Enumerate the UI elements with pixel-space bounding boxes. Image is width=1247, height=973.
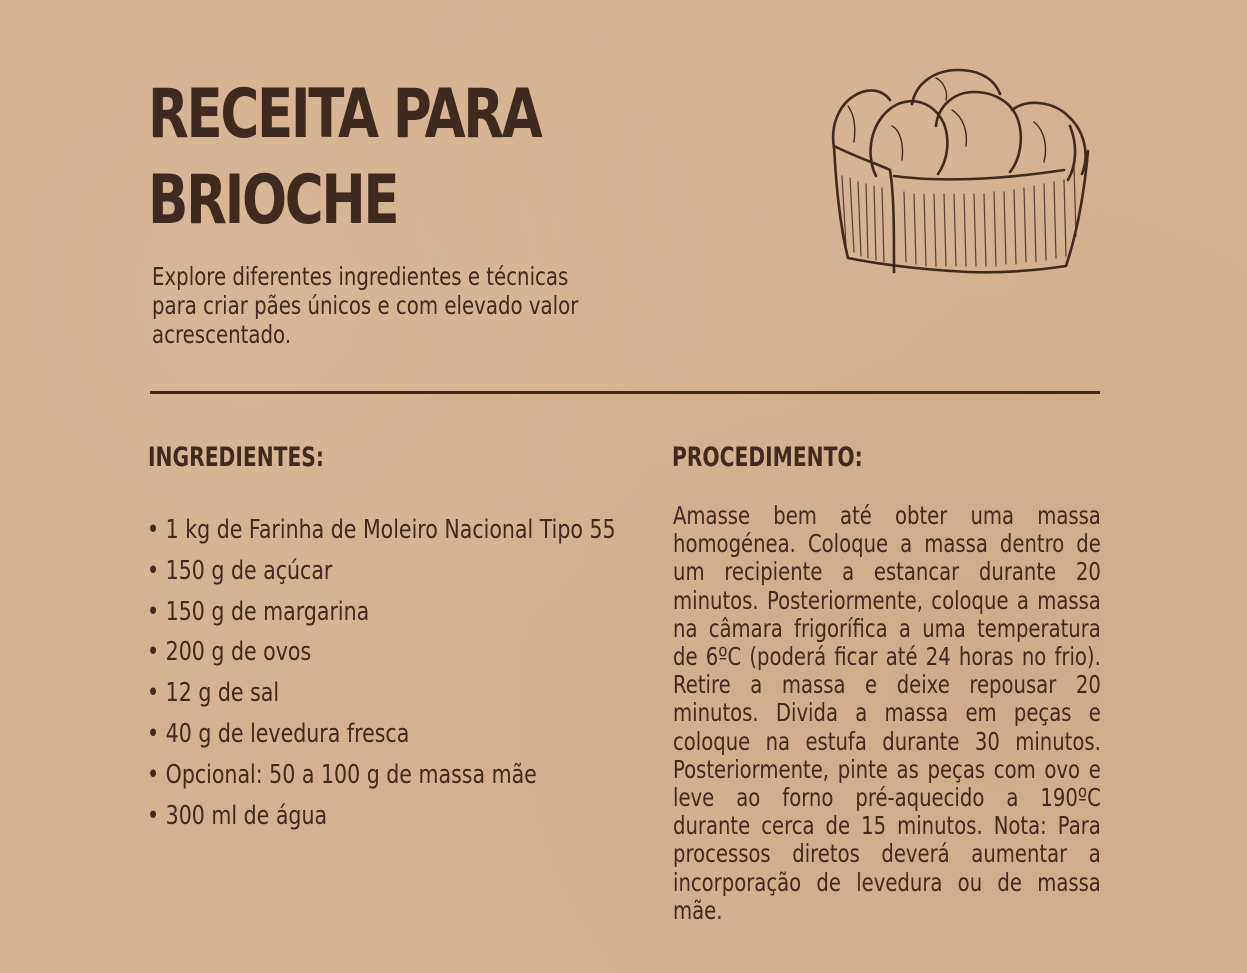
ingredients-list bbox=[147, 510, 616, 836]
section-divider bbox=[150, 391, 1100, 394]
ingredient-item: • 1 kg de Farinha de Moleiro Nacional Tipo 55 bbox=[147, 510, 616, 551]
title-line-2: BRIOCHE bbox=[148, 161, 398, 240]
procedure-heading: PROCEDIMENTO: bbox=[672, 442, 863, 473]
brioche-bread-sketch-icon bbox=[828, 66, 1092, 278]
ingredient-item: • Opcional: 50 a 100 g de massa mãe bbox=[147, 755, 616, 796]
recipe-title bbox=[148, 72, 554, 244]
ingredient-item: • 300 ml de água bbox=[147, 796, 616, 837]
ingredients-heading: INGREDIENTES: bbox=[148, 442, 324, 473]
ingredient-item: • 200 g de ovos bbox=[147, 632, 616, 673]
ingredient-item: • 12 g de sal bbox=[147, 673, 616, 714]
procedure-text: Amasse bem até obter uma massa homogénea. Coloque a massa dentro de um recipiente a estancar durante 20 minutos. Posteriormente, coloque a massa na câmara frigorífica a uma temperatura de 6ºC (poderá ficar até 24 horas no frio). Retire a massa e deixe repousar 20 minutos. Divida a massa em peças e coloque na estufa durante 30 minutos. Posteriormente, pinte as peças com ovo e leve ao forno pré-aquecido a 190ºC durante cerca de 15 minutos. Nota: Para processos diretos deverá aumentar a incorporação de levedura ou de massa mãe. bbox=[673, 501, 1101, 925]
recipe-subtitle: Explore diferentes ingredientes e técnicas para criar pães únicos e com elevado valor acrescentado. bbox=[152, 262, 579, 349]
title-line-1: RECEITA PARA bbox=[148, 75, 541, 154]
ingredient-item: • 40 g de levedura fresca bbox=[147, 714, 616, 755]
ingredient-item: • 150 g de açúcar bbox=[147, 551, 616, 592]
ingredient-item: • 150 g de margarina bbox=[147, 592, 616, 633]
